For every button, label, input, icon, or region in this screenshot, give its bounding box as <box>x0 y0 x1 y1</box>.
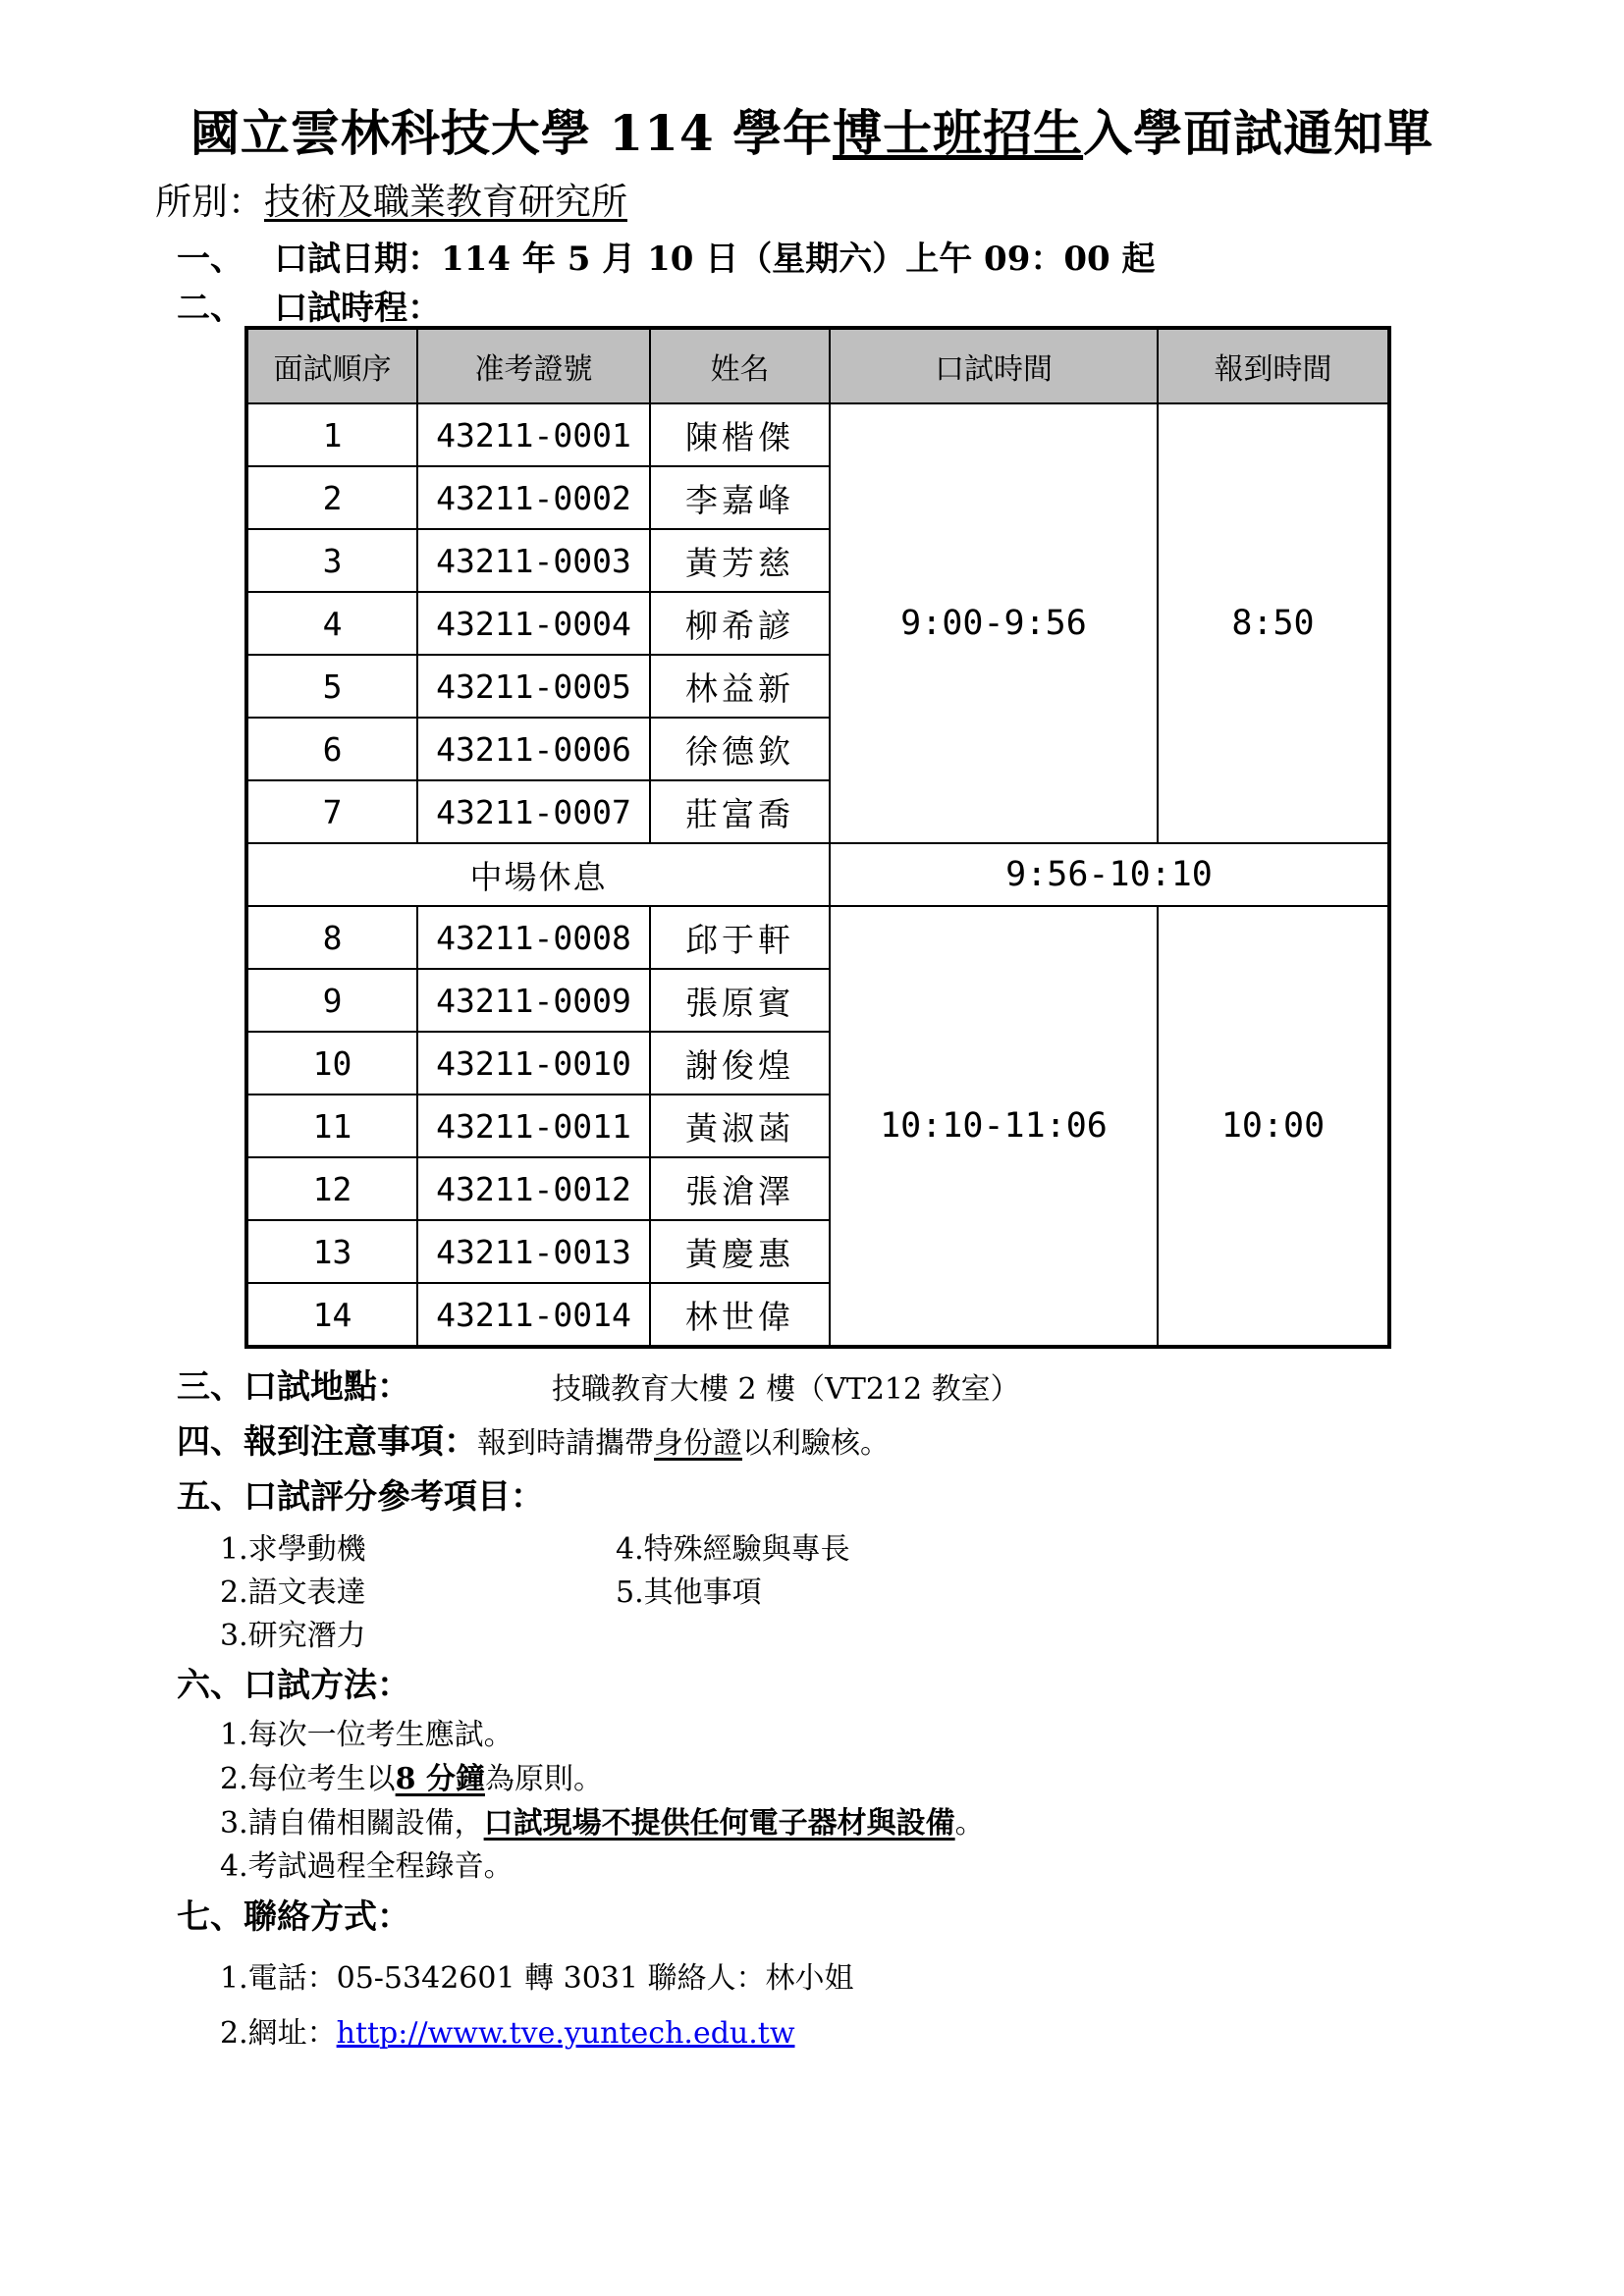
cell-id: 43211-0002 <box>417 466 650 529</box>
cell-name: 莊富喬 <box>650 780 830 843</box>
cell-name: 張滄澤 <box>650 1157 830 1220</box>
method-item-3-post: 。 <box>954 1806 985 1841</box>
header-order: 面試順序 <box>246 328 417 403</box>
header-name: 姓名 <box>650 328 830 403</box>
cell-name: 邱于軒 <box>650 906 830 969</box>
section-2-label: 口試時程： <box>274 289 442 328</box>
cell-order: 2 <box>246 466 417 529</box>
method-item-3-notice: 口試現場不提供任何電子器材與設備 <box>483 1806 955 1841</box>
section-1-label: 口試日期： <box>274 240 442 279</box>
table-header-row <box>246 328 1389 403</box>
cell-order: 8 <box>246 906 417 969</box>
method-item-2-pre: 2.每位考生以 <box>220 1762 396 1796</box>
section-5-label: 口試評分參考項目： <box>244 1477 544 1517</box>
title-prefix: 國立雲林科技大學 114 學年 <box>189 104 834 162</box>
cell-id: 43211-0009 <box>417 969 650 1032</box>
cell-id: 43211-0011 <box>417 1095 650 1157</box>
cell-order: 10 <box>246 1032 417 1095</box>
cell-order: 11 <box>246 1095 417 1157</box>
website-link[interactable]: http://www.tve.yuntech.edu.tw <box>336 2016 795 2051</box>
break-label: 中場休息 <box>246 843 830 906</box>
session-2-interview-time: 10:10-11:06 <box>830 906 1158 1347</box>
section-6 <box>177 1658 410 1706</box>
section-3 <box>177 1360 410 1408</box>
break-time: 9:56-10:10 <box>830 843 1389 906</box>
cell-order: 5 <box>246 655 417 718</box>
cell-order: 6 <box>246 718 417 780</box>
section-6-number: 六、 <box>177 1666 244 1705</box>
cell-name: 張原賓 <box>650 969 830 1032</box>
cell-id: 43211-0003 <box>417 529 650 592</box>
cell-id: 43211-0008 <box>417 906 650 969</box>
cell-id: 43211-0014 <box>417 1283 650 1347</box>
cell-name: 黃慶惠 <box>650 1220 830 1283</box>
cell-id: 43211-0005 <box>417 655 650 718</box>
contact-web <box>220 2008 795 2052</box>
break-row <box>246 843 1389 906</box>
cell-id: 43211-0010 <box>417 1032 650 1095</box>
cell-order: 9 <box>246 969 417 1032</box>
section-7 <box>177 1890 410 1938</box>
department-value: 技術及職業教育研究所 <box>264 181 627 223</box>
session-1-interview-time: 9:00-9:56 <box>830 403 1158 843</box>
section-4-number: 四、 <box>177 1422 244 1462</box>
cell-order: 1 <box>246 403 417 466</box>
cell-name: 謝俊煌 <box>650 1032 830 1095</box>
table-row <box>246 403 1389 466</box>
method-item-2-post: 為原則。 <box>484 1762 603 1796</box>
section-4-post: 以利驗核。 <box>742 1426 890 1461</box>
method-item-4: 4.考試過程全程錄音。 <box>220 1849 514 1884</box>
cell-id: 43211-0012 <box>417 1157 650 1220</box>
cell-order: 3 <box>246 529 417 592</box>
method-item-2-duration: 8 分鐘 <box>395 1762 485 1796</box>
section-2-number: 二、 <box>177 289 244 328</box>
section-1-number: 一、 <box>177 240 244 279</box>
method-item-3 <box>220 1798 985 1842</box>
cell-order: 7 <box>246 780 417 843</box>
section-5 <box>177 1469 544 1518</box>
section-3-value: 技職教育大樓 2 樓（VT212 教室） <box>552 1372 1020 1407</box>
criteria-item: 5.其他事項 <box>616 1575 762 1610</box>
cell-name: 柳希諺 <box>650 592 830 655</box>
section-1 <box>177 232 1156 280</box>
cell-id: 43211-0006 <box>417 718 650 780</box>
section-3-label: 口試地點： <box>244 1367 410 1407</box>
section-4-label: 報到注意事項： <box>244 1422 477 1462</box>
contact-phone: 1.電話：05-5342601 轉 3031 聯絡人：林小姐 <box>220 1961 854 1996</box>
section-4-id-card: 身份證 <box>654 1426 742 1461</box>
criteria-item: 1.求學動機 <box>220 1532 366 1567</box>
header-id: 准考證號 <box>417 328 650 403</box>
section-1-value: 114 年 5 月 10 日（星期六）上午 09：00 起 <box>441 240 1156 279</box>
cell-id: 43211-0001 <box>417 403 650 466</box>
method-item-3-pre: 3.請自備相關設備， <box>220 1806 484 1841</box>
criteria-item: 2.語文表達 <box>220 1575 366 1610</box>
department-label: 所別： <box>155 181 264 223</box>
cell-id: 43211-0007 <box>417 780 650 843</box>
cell-name: 陳楷傑 <box>650 403 830 466</box>
cell-id: 43211-0013 <box>417 1220 650 1283</box>
title-highlight: 博士班招生 <box>833 104 1084 162</box>
cell-order: 14 <box>246 1283 417 1347</box>
table-row <box>246 906 1389 969</box>
cell-name: 徐德欽 <box>650 718 830 780</box>
section-5-number: 五、 <box>177 1477 244 1517</box>
method-item-2 <box>220 1754 603 1797</box>
cell-name: 李嘉峰 <box>650 466 830 529</box>
section-2 <box>177 281 441 329</box>
method-item-1: 1.每次一位考生應試。 <box>220 1718 514 1752</box>
schedule-table <box>244 326 1391 1349</box>
header-checkin-time: 報到時間 <box>1158 328 1389 403</box>
section-7-number: 七、 <box>177 1897 244 1937</box>
cell-name: 黃芳慈 <box>650 529 830 592</box>
page-title <box>0 94 1624 165</box>
section-3-number: 三、 <box>177 1367 244 1407</box>
department-line <box>155 172 627 225</box>
section-4-pre: 報到時請攜帶 <box>477 1426 654 1461</box>
section-6-label: 口試方法： <box>244 1666 410 1705</box>
cell-name: 黃淑菡 <box>650 1095 830 1157</box>
cell-id: 43211-0004 <box>417 592 650 655</box>
cell-name: 林益新 <box>650 655 830 718</box>
criteria-item: 3.研究潛力 <box>220 1619 366 1653</box>
section-4 <box>177 1415 890 1463</box>
criteria-item: 4.特殊經驗與專長 <box>616 1532 850 1567</box>
cell-order: 4 <box>246 592 417 655</box>
cell-name: 林世偉 <box>650 1283 830 1347</box>
cell-order: 12 <box>246 1157 417 1220</box>
cell-order: 13 <box>246 1220 417 1283</box>
session-2-checkin-time: 10:00 <box>1158 906 1389 1347</box>
section-7-label: 聯絡方式： <box>244 1897 410 1937</box>
header-interview-time: 口試時間 <box>830 328 1158 403</box>
title-suffix: 入學面試通知單 <box>1083 104 1435 162</box>
session-1-checkin-time: 8:50 <box>1158 403 1389 843</box>
contact-web-label: 2.網址： <box>220 2016 337 2051</box>
